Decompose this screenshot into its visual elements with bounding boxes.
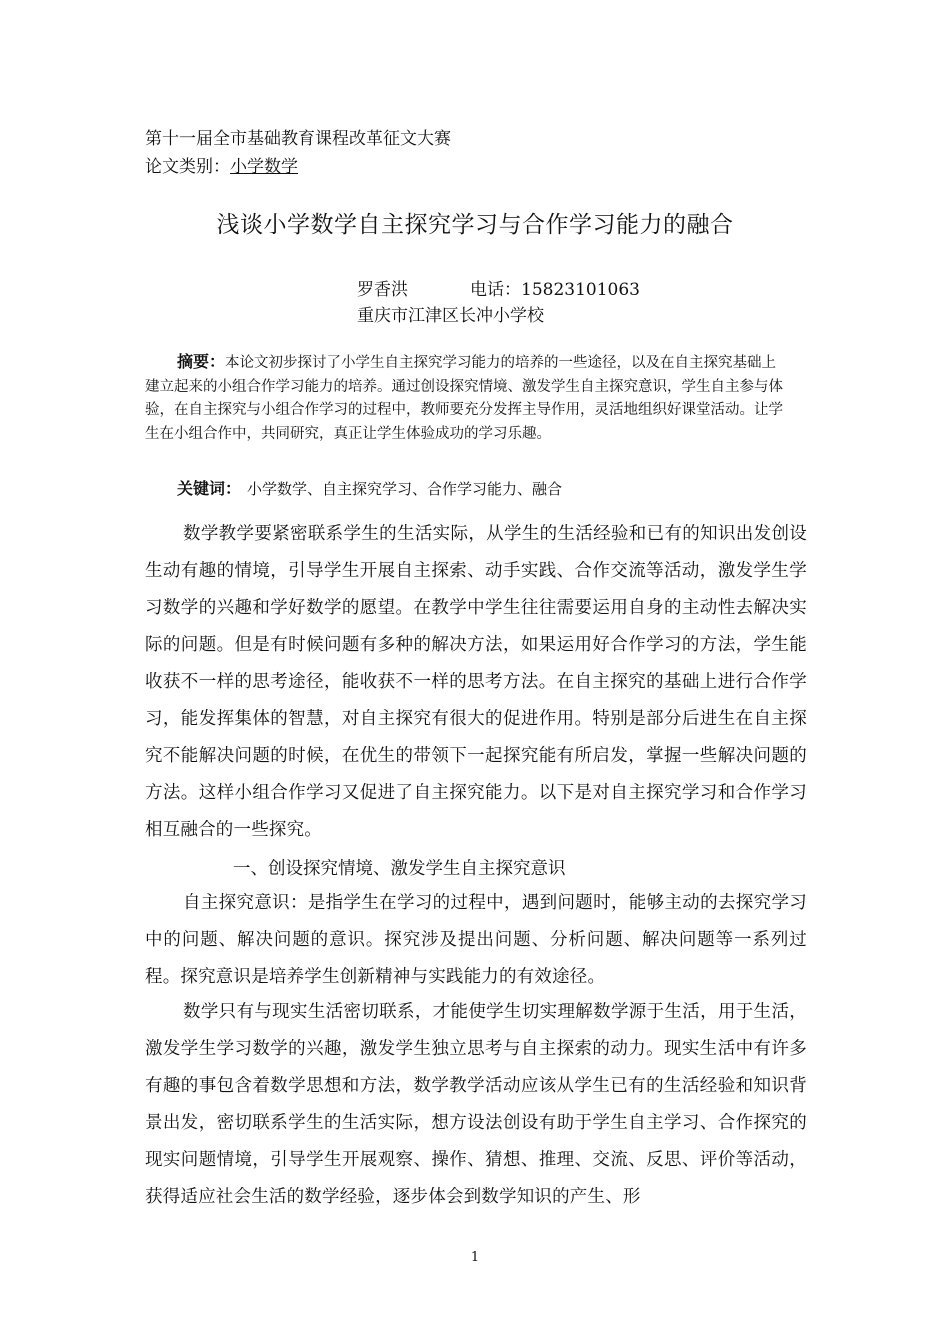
contest-name: 第十一届全市基础教育课程改革征文大赛: [145, 129, 451, 149]
keywords-text: 小学数学、自主探究学习、合作学习能力、融合: [247, 480, 563, 498]
abstract-label: 摘要：: [177, 352, 226, 371]
paper-title: 浅谈小学数学自主探究学习与合作学习能力的融合: [216, 212, 734, 238]
keywords-label: 关键词：: [177, 479, 242, 498]
section-heading-1: 一、创设探究情境、激发学生自主探究意识: [233, 859, 566, 879]
keywords: [177, 476, 562, 499]
page-number: 1: [470, 1250, 480, 1265]
body-paragraph-3: 数学只有与现实生活密切联系，才能使学生切实理解数学源于生活，用于生活，激发学生学习数学的兴趣，激发学生独立思考与自主探索的动力。现实生活中有许多有趣的事包含着数学思想和方法，数学教学活动应该从学生已有的生活经验和知识背景出发，密切联系学生的生活实际，想方设法创设有助于学生自主学习、合作探究的现实问题情境，引导学生开展观察、操作、猜想、推理、交流、反思、评价等活动，获得适应社会生活的数学经验，逐步体会到数学知识的产生、形: [145, 1002, 807, 1207]
abstract: [145, 350, 785, 446]
category-label: 论文类别：: [145, 157, 230, 177]
paper-category: [145, 152, 298, 177]
author-line: [357, 275, 640, 300]
author-phone: 电话：15823101063: [470, 280, 640, 300]
abstract-text: 本论文初步探讨了小学生自主探究学习能力的培养的一些途径，以及在自主探究基础上建立起来的小组合作学习能力的培养。通过创设探究情境、激发学生自主探究意识，学生自主参与体验，在自主探究与小组合作学习的过程中，教师要充分发挥主导作用，灵活地组织好课堂活动。让学生在小组合作中，共同研究，真正让学生体验成功的学习乐趣。: [145, 355, 783, 442]
category-value: 小学数学: [230, 157, 298, 177]
author-school: 重庆市江津区长冲小学校: [357, 306, 544, 326]
body-paragraph-2: 自主探究意识：是指学生在学习的过程中，遇到问题时，能够主动的去探究学习中的问题、解决问题的意识。探究涉及提出问题、分析问题、解决问题等一系列过程。探究意识是培养学生创新精神与实践能力的有效途径。: [145, 893, 807, 987]
body-paragraph-1: 数学教学要紧密联系学生的生活实际，从学生的生活经验和已有的知识出发创设生动有趣的情境，引导学生开展自主探索、动手实践、合作交流等活动，激发学生学习数学的兴趣和学好数学的愿望。在教学中学生往往需要运用自身的主动性去解决实际的问题。但是有时候问题有多种的解决方法，如果运用好合作学习的方法，学生能收获不一样的思考途径，能收获不一样的思考方法。在自主探究的基础上进行合作学习，能发挥集体的智慧，对自主探究有很大的促进作用。特别是部分后进生在自主探究不能解决问题的时候，在优生的带领下一起探究能有所启发，掌握一些解决问题的方法。这样小组合作学习又促进了自主探究能力。以下是对自主探究学习和合作学习相互融合的一些探究。: [145, 524, 807, 840]
author-name: 罗香洪: [357, 280, 408, 300]
